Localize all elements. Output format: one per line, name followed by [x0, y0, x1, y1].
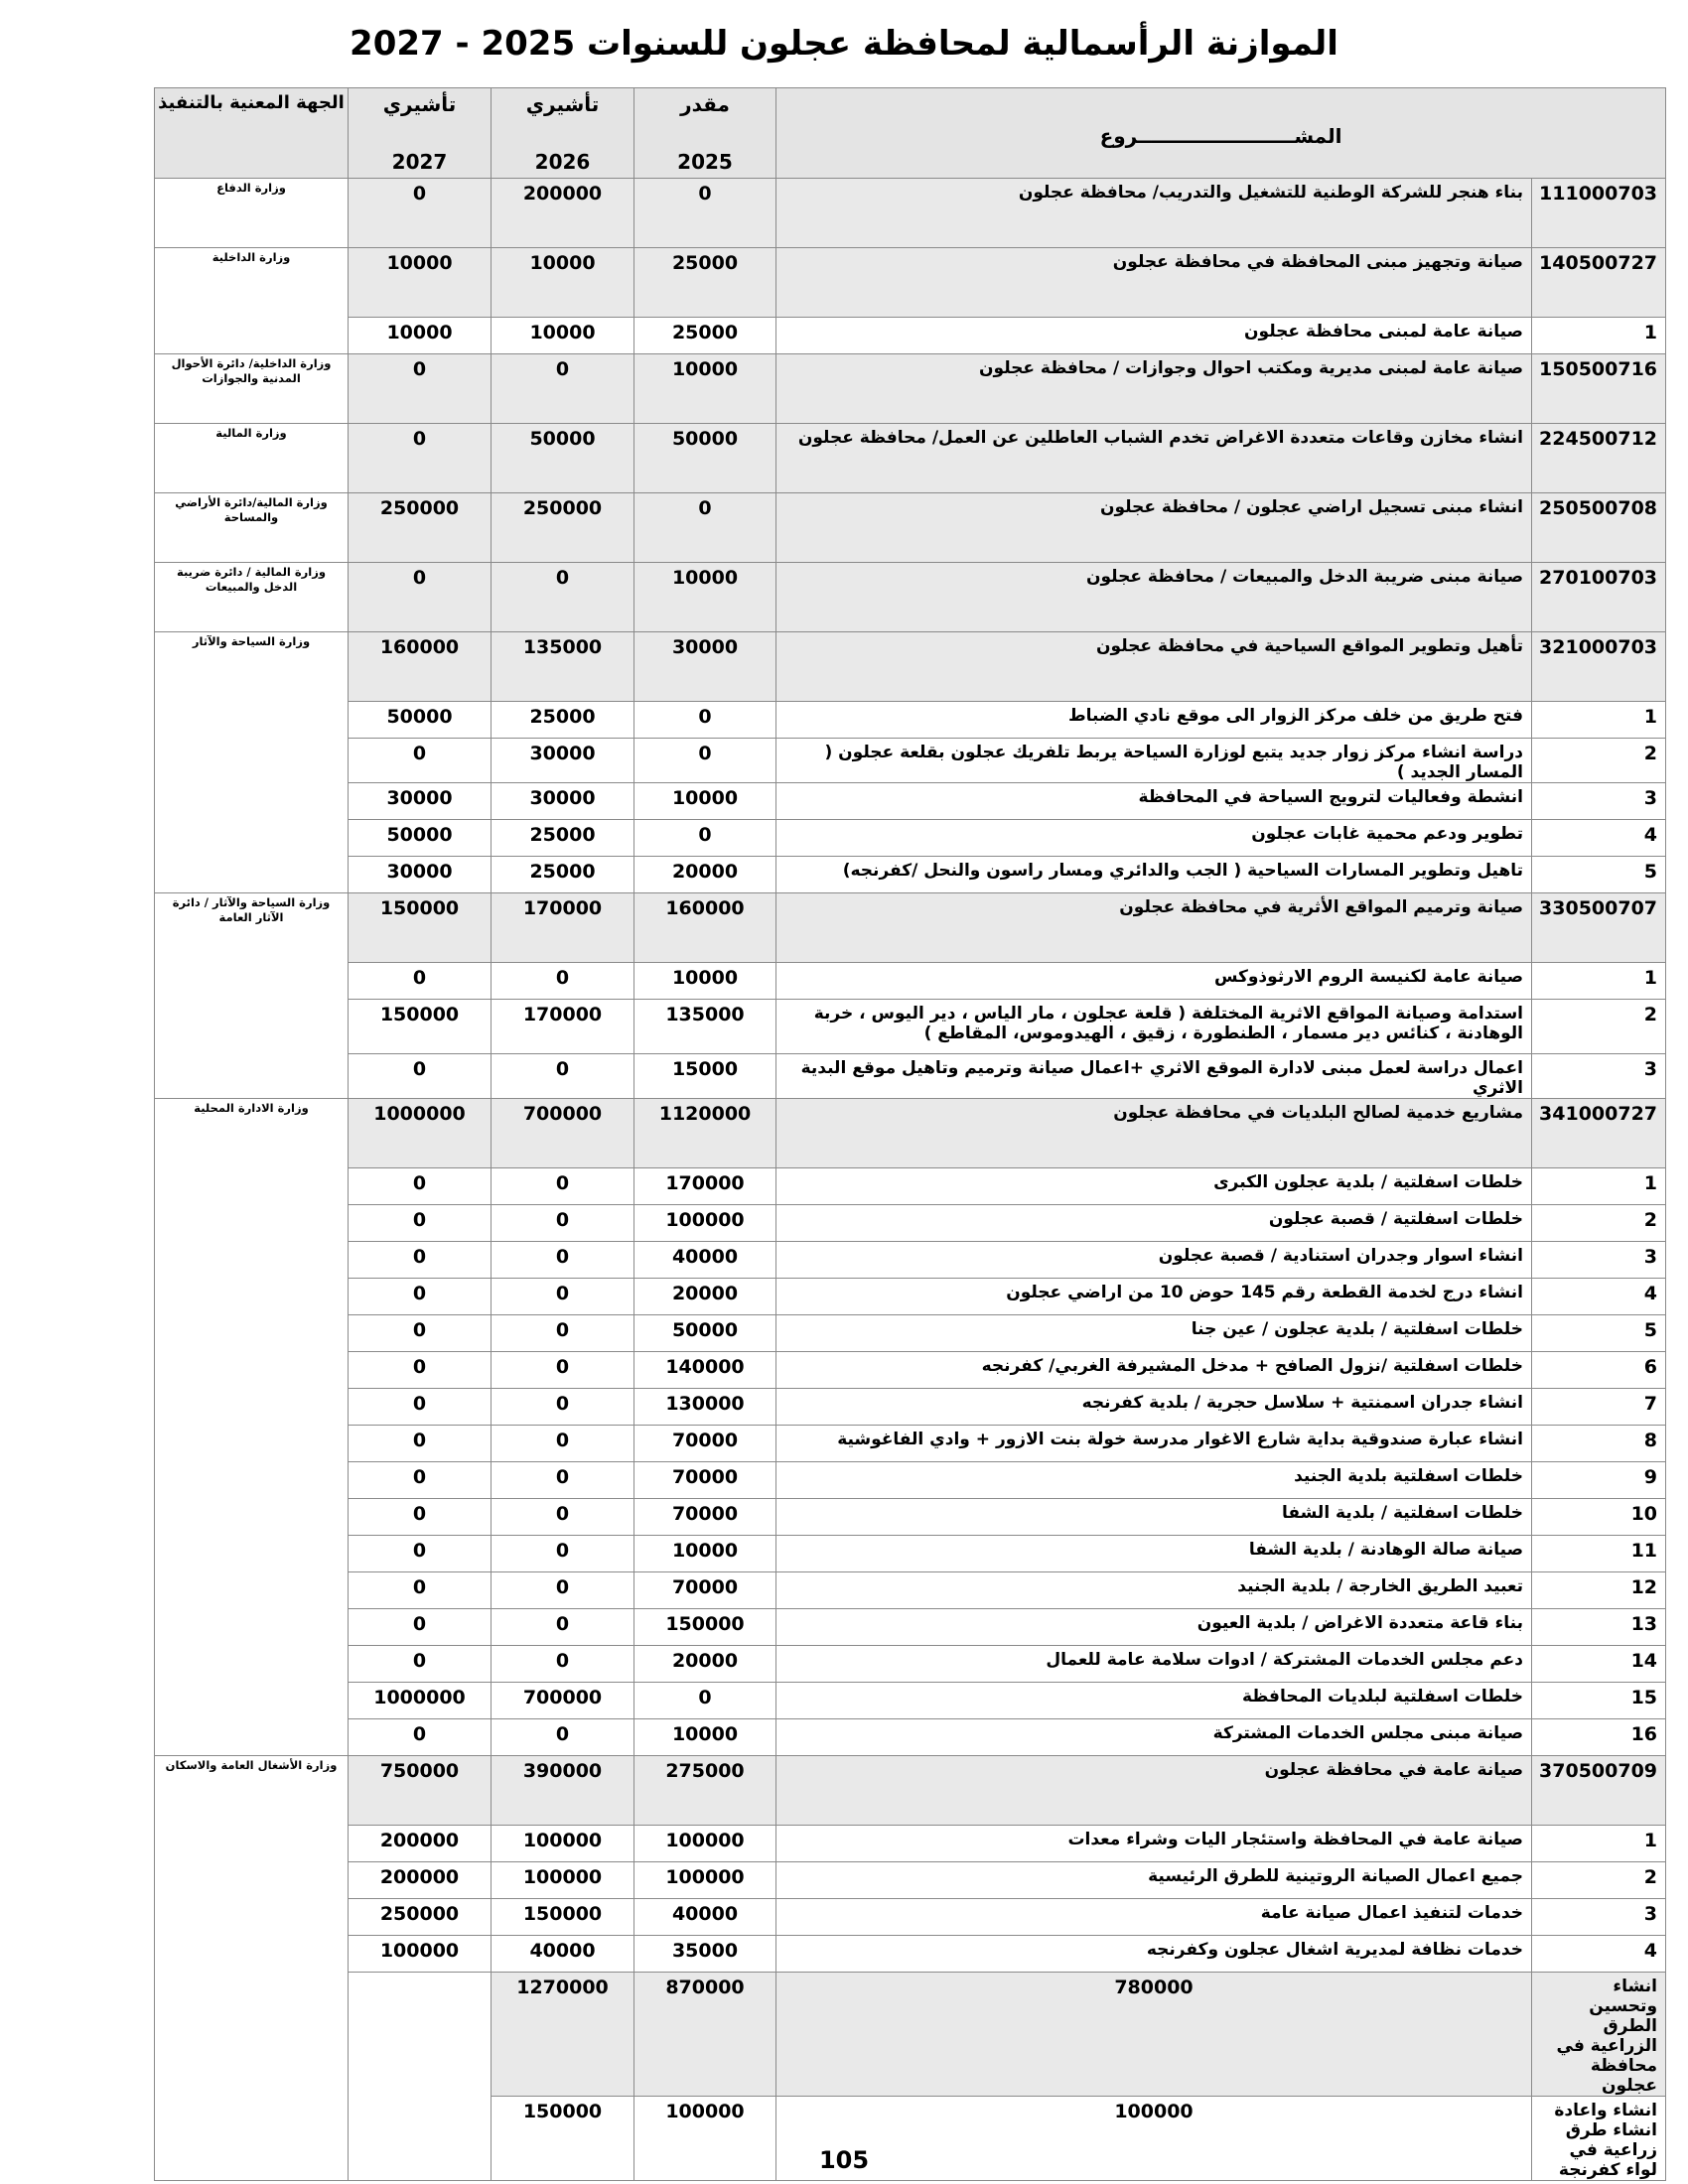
value-2026-cell: 10000 — [492, 318, 634, 354]
value-2026-cell: 100000 — [492, 1826, 634, 1862]
agency-cell: وزارة الداخلية/ دائرة الأحوال المدنية والجوازات — [155, 354, 349, 424]
value-2026-cell: 150000 — [492, 1899, 634, 1936]
value-2027-cell: 200000 — [349, 1862, 492, 1899]
value-2026-cell: 700000 — [492, 1099, 634, 1168]
project-description-cell: خلطات اسفلتية / بلدية الشفا — [776, 1499, 1532, 1536]
value-2026-cell: 25000 — [492, 820, 634, 857]
item-number-cell: 13 — [1532, 1609, 1666, 1646]
value-2026-cell: 25000 — [492, 702, 634, 739]
page-title: الموازنة الرأسمالية لمحافظة عجلون للسنوات 2025 - 2027 — [350, 24, 1338, 64]
sub-item-row — [155, 318, 1666, 354]
value-2027-cell: 0 — [349, 1609, 492, 1646]
item-number-cell: 3 — [1532, 1899, 1666, 1936]
project-row — [155, 893, 1666, 963]
item-number-cell: 12 — [1532, 1572, 1666, 1609]
header-2026 — [492, 88, 634, 179]
value-2027-cell: 0 — [349, 1279, 492, 1315]
value-2025-cell: 150000 — [634, 1609, 776, 1646]
value-2027-cell: 0 — [349, 1242, 492, 1279]
project-description-cell: صيانة عامة في المحافظة واستئجار اليات وشراء معدات — [776, 1826, 1532, 1862]
project-description-cell: صيانة وترميم المواقع الأثرية في محافظة عجلون — [776, 893, 1532, 963]
value-2026-cell: 30000 — [492, 739, 634, 783]
value-2025-cell: 10000 — [634, 563, 776, 632]
project-row — [155, 563, 1666, 632]
sub-item-row — [155, 1572, 1666, 1609]
project-row — [155, 493, 1666, 563]
agency-cell: وزارة المالية / دائرة ضريبة الدخل والمبيعات — [155, 563, 349, 632]
project-description-cell: اعمال دراسة لعمل مبنى لادارة الموقع الاثري +اعمال صيانة وترميم وتاهيل موقع البدية الاثري — [776, 1054, 1532, 1099]
header-2026-label: تأشيري — [525, 92, 600, 116]
project-description-cell: خلطات اسفلتية بلدية الجنيد — [776, 1462, 1532, 1499]
value-2026-cell: 0 — [492, 1499, 634, 1536]
value-2026-cell: 50000 — [492, 424, 634, 493]
sub-item-row — [155, 1609, 1666, 1646]
page-number: 105 — [818, 2146, 870, 2174]
value-2026-cell: 0 — [492, 1054, 634, 1099]
value-2026-cell: 0 — [492, 1426, 634, 1462]
project-description-cell: خلطات اسفلتية / بلدية عجلون / عين جنا — [776, 1315, 1532, 1352]
project-row — [155, 248, 1666, 318]
project-description-cell: صيانة وتجهيز مبنى المحافظة في محافظة عجلون — [776, 248, 1532, 318]
project-description-cell: خلطات اسفلتية / بلدية عجلون الكبرى — [776, 1168, 1532, 1205]
project-description-cell: صيانة عامة لمبنى محافظة عجلون — [776, 318, 1532, 354]
item-number-cell: 4 — [1532, 1279, 1666, 1315]
value-2025-cell: 10000 — [634, 1536, 776, 1572]
value-2027-cell: 0 — [349, 1389, 492, 1426]
item-number-cell: 4 — [1532, 1936, 1666, 1973]
value-2027-cell: 0 — [349, 1646, 492, 1683]
item-number-cell: 8 — [1532, 1426, 1666, 1462]
sub-item-row — [155, 1389, 1666, 1426]
project-description-cell: خلطات اسفلتية لبلديات المحافظة — [776, 1683, 1532, 1719]
value-2026-cell: 0 — [492, 563, 634, 632]
project-code-cell: 270100703 — [1532, 563, 1666, 632]
sub-item-row — [155, 1242, 1666, 1279]
value-2027-cell: 150000 — [349, 893, 492, 963]
value-2025-cell: 50000 — [634, 1315, 776, 1352]
value-2027-cell: 0 — [349, 354, 492, 424]
project-description-cell: خدمات لتنفيذ اعمال صيانة عامة — [776, 1899, 1532, 1936]
value-2026-cell: 0 — [492, 963, 634, 1000]
value-2025-cell: 10000 — [634, 783, 776, 820]
value-2026-cell: 100000 — [634, 2097, 776, 2181]
value-2026-cell: 170000 — [492, 893, 634, 963]
value-2025-cell: 20000 — [634, 857, 776, 893]
project-description-cell: دعم مجلس الخدمات المشتركة / ادوات سلامة عامة للعمال — [776, 1646, 1532, 1683]
value-2026-cell: 870000 — [634, 1973, 776, 2097]
budget-table — [154, 87, 1666, 2181]
project-description-cell: صيانة صالة الوهادنة / بلدية الشفا — [776, 1536, 1532, 1572]
value-2025-cell: 15000 — [634, 1054, 776, 1099]
value-2027-cell: 0 — [349, 1426, 492, 1462]
header-project — [776, 88, 1666, 179]
project-description-cell: انشاء عبارة صندوقية بداية شارع الاغوار مدرسة خولة بنت الازور + وادي الفاغوشية — [776, 1426, 1532, 1462]
value-2025-cell: 70000 — [634, 1499, 776, 1536]
sub-item-row — [155, 739, 1666, 783]
value-2025-cell: 130000 — [634, 1389, 776, 1426]
value-2025-cell: 25000 — [634, 248, 776, 318]
value-2027-cell: 50000 — [349, 702, 492, 739]
header-2025-year: 2025 — [677, 150, 733, 174]
value-2026-cell: 200000 — [492, 179, 634, 248]
project-code-cell: 140500727 — [1532, 248, 1666, 318]
item-number-cell: 4 — [1532, 820, 1666, 857]
sub-item-row — [155, 820, 1666, 857]
value-2026-cell: 0 — [492, 1279, 634, 1315]
item-number-cell: 1 — [1532, 963, 1666, 1000]
project-description-cell: انشاء وتحسين الطرق الزراعية في محافظة عجلون — [1532, 1973, 1666, 2097]
value-2025-cell: 160000 — [634, 893, 776, 963]
item-number-cell: 9 — [1532, 1462, 1666, 1499]
value-2027-cell: 0 — [349, 1462, 492, 1499]
project-description-cell: صيانة عامة لمبنى مديرية ومكتب احوال وجوازات / محافظة عجلون — [776, 354, 1532, 424]
project-description-cell: تطوير ودعم محمية غابات عجلون — [776, 820, 1532, 857]
item-number-cell: 5 — [1532, 1315, 1666, 1352]
value-2025-cell: 70000 — [634, 1426, 776, 1462]
value-2025-cell: 170000 — [634, 1168, 776, 1205]
value-2027-cell: 250000 — [349, 493, 492, 563]
project-row — [155, 354, 1666, 424]
agency-cell: وزارة الادارة المحلية — [155, 1099, 349, 1756]
project-description-cell: جميع اعمال الصيانة الروتينية للطرق الرئيسية — [776, 1862, 1532, 1899]
agency-cell: وزارة المالية/دائرة الأراضي والمساحة — [155, 493, 349, 563]
project-description-cell: بناء هنجر للشركة الوطنية للتشغيل والتدريب/ محافظة عجلون — [776, 179, 1532, 248]
value-2027-cell: 100000 — [349, 1936, 492, 1973]
project-description-cell: تاهيل وتطوير المسارات السياحية ( الجب والدائري ومسار راسون والنحل /كفرنجه) — [776, 857, 1532, 893]
value-2025-cell: 70000 — [634, 1462, 776, 1499]
sub-item-row — [155, 1205, 1666, 1242]
value-2026-cell: 0 — [492, 1315, 634, 1352]
value-2027-cell: 0 — [349, 1719, 492, 1756]
value-2025-cell: 1120000 — [634, 1099, 776, 1168]
header-agency-label: الجهة المعنية بالتنفيذ — [158, 92, 345, 113]
item-number-cell: 2 — [1532, 739, 1666, 783]
value-2026-cell: 390000 — [492, 1756, 634, 1826]
sub-item-row — [155, 1279, 1666, 1315]
value-2027-cell: 250000 — [349, 1899, 492, 1936]
project-row — [155, 1973, 1666, 2097]
sub-item-row — [155, 1862, 1666, 1899]
sub-item-row — [155, 1462, 1666, 1499]
value-2027-cell: 0 — [349, 1168, 492, 1205]
sub-item-row — [155, 1168, 1666, 1205]
header-2025-label: مقدر — [680, 92, 730, 116]
project-description-cell: استدامة وصيانة المواقع الاثرية المختلفة ( قلعة عجلون ، مار الياس ، دير اليوس ، خربة الوهادنة ، كنائس دير مسمار ، الطنطورة ، زقيق ، الهيدوموس، المقاطع ) — [776, 1000, 1532, 1054]
project-description-cell: دراسة انشاء مركز زوار جديد يتبع لوزارة السياحة يربط تلفريك عجلون بقلعة عجلون ( المسار الجديد ) — [776, 739, 1532, 783]
value-2026-cell: 100000 — [492, 1862, 634, 1899]
value-2026-cell: 0 — [492, 1168, 634, 1205]
value-2025-cell: 30000 — [634, 632, 776, 702]
value-2027-cell: 0 — [349, 179, 492, 248]
value-2026-cell: 135000 — [492, 632, 634, 702]
value-2026-cell: 25000 — [492, 857, 634, 893]
header-2026-year: 2026 — [534, 150, 591, 174]
value-2026-cell: 30000 — [492, 783, 634, 820]
item-number-cell: 2 — [1532, 1000, 1666, 1054]
sub-item-row — [155, 1426, 1666, 1462]
project-description-cell: صيانة مبنى ضريبة الدخل والمبيعات / محافظة عجلون — [776, 563, 1532, 632]
item-number-cell: 2 — [1532, 1205, 1666, 1242]
value-2027-cell: 0 — [349, 1536, 492, 1572]
project-description-cell: خلطات اسفلتية /نزول الصافح + مدخل المشيرفة الغربي/ كفرنجه — [776, 1352, 1532, 1389]
value-2025-cell: 100000 — [634, 1205, 776, 1242]
agency-cell: وزارة السياحة والآثار — [155, 632, 349, 893]
value-2026-cell: 170000 — [492, 1000, 634, 1054]
project-description-cell: انشاء اسوار وجدران استنادية / قصبة عجلون — [776, 1242, 1532, 1279]
project-description-cell: انشاء مخازن وقاعات متعددة الاغراض تخدم الشباب العاطلين عن العمل/ محافظة عجلون — [776, 424, 1532, 493]
value-2026-cell: 0 — [492, 1205, 634, 1242]
sub-item-row — [155, 1646, 1666, 1683]
project-code-cell: 321000703 — [1532, 632, 1666, 702]
sub-item-row — [155, 1719, 1666, 1756]
item-number-cell: 15 — [1532, 1683, 1666, 1719]
item-number-cell: 3 — [1532, 1242, 1666, 1279]
value-2025-cell: 35000 — [634, 1936, 776, 1973]
project-description-cell: انشاء جدران اسمنتية + سلاسل حجرية / بلدية كفرنجه — [776, 1389, 1532, 1426]
sub-item-row — [155, 1899, 1666, 1936]
value-2027-cell: 0 — [349, 1054, 492, 1099]
project-code-cell: 224500712 — [1532, 424, 1666, 493]
item-number-cell: 1 — [1532, 1826, 1666, 1862]
value-2026-cell: 0 — [492, 1609, 634, 1646]
project-description-cell: انشاء درج لخدمة القطعة رقم 145 حوض 10 من اراضي عجلون — [776, 1279, 1532, 1315]
value-2027-cell: 0 — [349, 424, 492, 493]
value-2027-cell: 0 — [349, 1352, 492, 1389]
value-2027-cell: 1000000 — [349, 1683, 492, 1719]
item-number-cell: 3 — [1532, 783, 1666, 820]
header-2025 — [634, 88, 776, 179]
item-number-cell: 3 — [1532, 1054, 1666, 1099]
project-code-cell: 150500716 — [1532, 354, 1666, 424]
value-2026-cell: 10000 — [492, 248, 634, 318]
value-2026-cell: 700000 — [492, 1683, 634, 1719]
value-2027-cell: 0 — [349, 1315, 492, 1352]
sub-item-row — [155, 783, 1666, 820]
item-number-cell: 7 — [1532, 1389, 1666, 1426]
sub-item-row — [155, 963, 1666, 1000]
value-2027-cell: 0 — [349, 1499, 492, 1536]
value-2027-cell: 150000 — [349, 1000, 492, 1054]
value-2026-cell: 0 — [492, 1462, 634, 1499]
value-2025-cell: 20000 — [634, 1279, 776, 1315]
value-2025-cell: 40000 — [634, 1899, 776, 1936]
project-description-cell: انشطة وفعاليات لترويج السياحة في المحافظة — [776, 783, 1532, 820]
project-description-cell: فتح طريق من خلف مركز الزوار الى موقع نادي الضباط — [776, 702, 1532, 739]
value-2025-cell: 0 — [634, 179, 776, 248]
value-2025-cell: 50000 — [634, 424, 776, 493]
project-description-cell: انشاء مبنى تسجيل اراضي عجلون / محافظة عجلون — [776, 493, 1532, 563]
project-row — [155, 1099, 1666, 1168]
item-number-cell: 6 — [1532, 1352, 1666, 1389]
value-2027-cell: 0 — [349, 963, 492, 1000]
project-code-cell: 341000727 — [1532, 1099, 1666, 1168]
item-number-cell: 11 — [1532, 1536, 1666, 1572]
value-2025-cell: 0 — [634, 1683, 776, 1719]
value-2027-cell: 0 — [349, 1572, 492, 1609]
project-code-cell: 111000703 — [1532, 179, 1666, 248]
value-2027-cell: 0 — [349, 739, 492, 783]
sub-item-row — [155, 1536, 1666, 1572]
sub-item-row — [155, 1352, 1666, 1389]
table-body — [155, 179, 1666, 2181]
value-2025-cell: 10000 — [634, 963, 776, 1000]
agency-cell: وزارة الداخلية — [155, 248, 349, 354]
value-2025-cell: 100000 — [634, 1862, 776, 1899]
item-number-cell: 1 — [1532, 1168, 1666, 1205]
value-2025-cell: 25000 — [634, 318, 776, 354]
value-2026-cell: 0 — [492, 1389, 634, 1426]
header-2027 — [349, 88, 492, 179]
value-2025-cell: 0 — [634, 702, 776, 739]
project-description-cell: خلطات اسفلتية / قصبة عجلون — [776, 1205, 1532, 1242]
value-2027-cell: 10000 — [349, 248, 492, 318]
item-number-cell: 1 — [1532, 702, 1666, 739]
value-2025-cell: 140000 — [634, 1352, 776, 1389]
value-2025-cell: 0 — [634, 820, 776, 857]
agency-cell: وزارة السياحة والآثار / دائرة الآثار العامة — [155, 893, 349, 1099]
project-code-cell: 250500708 — [1532, 493, 1666, 563]
item-number-cell: 1 — [1532, 318, 1666, 354]
value-2025-cell: 100000 — [776, 2097, 1532, 2181]
project-code-cell: 370500709 — [1532, 1756, 1666, 1826]
sub-item-row — [155, 1826, 1666, 1862]
value-2026-cell: 0 — [492, 1536, 634, 1572]
project-description-cell: تعبيد الطريق الخارجة / بلدية الجنيد — [776, 1572, 1532, 1609]
project-description-cell: صيانة عامة لكنيسة الروم الارثوذوكس — [776, 963, 1532, 1000]
sub-item-row — [155, 1054, 1666, 1099]
sub-item-row — [155, 1315, 1666, 1352]
project-row — [155, 179, 1666, 248]
project-description-cell: خدمات نظافة لمديرية اشغال عجلون وكفرنجه — [776, 1936, 1532, 1973]
value-2027-cell: 150000 — [492, 2097, 634, 2181]
value-2027-cell: 1000000 — [349, 1099, 492, 1168]
item-number-cell: 2 — [1532, 1862, 1666, 1899]
header-2027-year: 2027 — [391, 150, 448, 174]
value-2026-cell: 0 — [492, 1572, 634, 1609]
project-row — [155, 424, 1666, 493]
value-2025-cell: 70000 — [634, 1572, 776, 1609]
value-2025-cell: 0 — [634, 493, 776, 563]
project-description-cell: تأهيل وتطوير المواقع السياحية في محافظة عجلون — [776, 632, 1532, 702]
value-2025-cell: 20000 — [634, 1646, 776, 1683]
value-2025-cell: 780000 — [776, 1973, 1532, 2097]
value-2025-cell: 100000 — [634, 1826, 776, 1862]
value-2027-cell: 0 — [349, 563, 492, 632]
value-2026-cell: 0 — [492, 1352, 634, 1389]
project-description-cell: انشاء واعادة انشاء طرق زراعية في لواء كفرنجة — [1532, 2097, 1666, 2181]
value-2025-cell: 135000 — [634, 1000, 776, 1054]
value-2026-cell: 250000 — [492, 493, 634, 563]
project-description-cell: صيانة مبنى مجلس الخدمات المشتركة — [776, 1719, 1532, 1756]
project-description-cell: مشاريع خدمية لصالح البلديات في محافظة عجلون — [776, 1099, 1532, 1168]
sub-item-row — [155, 702, 1666, 739]
project-code-cell: 330500707 — [1532, 893, 1666, 963]
value-2026-cell: 0 — [492, 354, 634, 424]
value-2027-cell: 0 — [349, 1205, 492, 1242]
value-2026-cell: 40000 — [492, 1936, 634, 1973]
value-2025-cell: 0 — [634, 739, 776, 783]
value-2027-cell: 30000 — [349, 857, 492, 893]
value-2025-cell: 40000 — [634, 1242, 776, 1279]
header-agency — [155, 88, 349, 179]
sub-item-row — [155, 857, 1666, 893]
value-2027-cell: 160000 — [349, 632, 492, 702]
value-2025-cell: 10000 — [634, 1719, 776, 1756]
value-2027-cell: 30000 — [349, 783, 492, 820]
value-2027-cell: 1270000 — [492, 1973, 634, 2097]
value-2027-cell: 200000 — [349, 1826, 492, 1862]
table-header-row — [155, 88, 1666, 179]
item-number-cell: 16 — [1532, 1719, 1666, 1756]
sub-item-row — [155, 1000, 1666, 1054]
value-2026-cell: 0 — [492, 1646, 634, 1683]
sub-item-row — [155, 1683, 1666, 1719]
project-description-cell: بناء قاعة متعددة الاغراض / بلدية العيون — [776, 1609, 1532, 1646]
project-row — [155, 632, 1666, 702]
item-number-cell: 10 — [1532, 1499, 1666, 1536]
item-number-cell: 14 — [1532, 1646, 1666, 1683]
agency-cell: وزارة الأشغال العامة والاسكان — [155, 1756, 349, 2181]
item-number-cell: 5 — [1532, 857, 1666, 893]
value-2027-cell: 750000 — [349, 1756, 492, 1826]
value-2027-cell: 10000 — [349, 318, 492, 354]
header-2027-label: تأشيري — [382, 92, 457, 116]
value-2025-cell: 275000 — [634, 1756, 776, 1826]
sub-item-row — [155, 1936, 1666, 1973]
sub-item-row — [155, 1499, 1666, 1536]
value-2026-cell: 0 — [492, 1719, 634, 1756]
agency-cell: وزارة المالية — [155, 424, 349, 493]
value-2027-cell: 50000 — [349, 820, 492, 857]
project-description-cell: صيانة عامة في محافظة عجلون — [776, 1756, 1532, 1826]
project-row — [155, 1756, 1666, 1826]
value-2025-cell: 10000 — [634, 354, 776, 424]
value-2026-cell: 0 — [492, 1242, 634, 1279]
agency-cell: وزارة الدفاع — [155, 179, 349, 248]
header-project-label: المشـــــــــــــــــــــــروع — [1099, 124, 1342, 148]
